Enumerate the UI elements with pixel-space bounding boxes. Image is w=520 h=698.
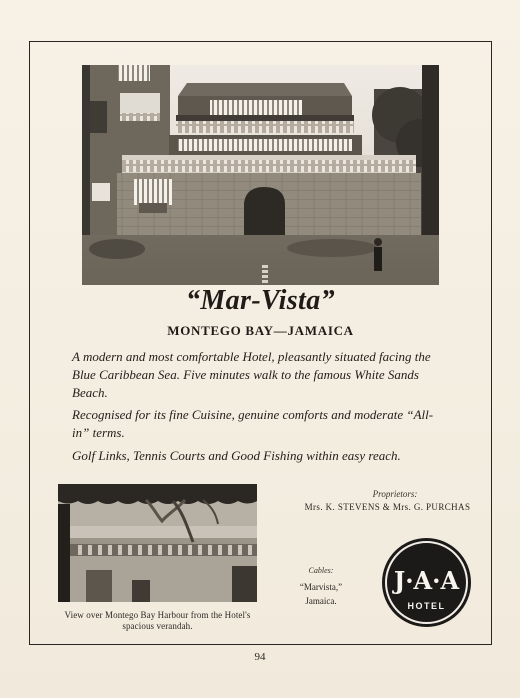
page-number: 94 xyxy=(254,651,266,663)
badge-word: HOTEL xyxy=(407,601,446,611)
photo-caption: View over Montego Bay Harbour from the Hotel's spacious verandah. xyxy=(64,610,251,631)
hotel-title: “Mar-Vista” xyxy=(185,285,336,316)
description-paragraph-1: A modern and most comfortable Hotel, pleasantly situated facing the Blue Caribbean Sea. Five minutes walk to the famous White Sands Beach. xyxy=(72,349,431,400)
cables-location: Jamaica. xyxy=(305,596,337,606)
proprietors-label: Proprietors: xyxy=(372,489,418,499)
verandah-photo xyxy=(58,484,257,602)
description-paragraph-2: Recognised for its fine Cuisine, genuine comforts and moderate “All-in” terms. xyxy=(72,407,434,440)
hotel-building-photo xyxy=(82,65,439,285)
location-subtitle: MONTEGO BAY—JAMAICA xyxy=(167,323,354,338)
jaa-hotel-badge xyxy=(380,536,473,629)
badge-initials: J·A·A xyxy=(393,566,460,595)
cables-address: “Marvista,” xyxy=(299,582,343,592)
cables-label: Cables: xyxy=(308,566,334,575)
proprietors-names: Mrs. K. STEVENS & Mrs. G. PURCHAS xyxy=(304,502,471,512)
description-paragraph-3: Golf Links, Tennis Courts and Good Fishing within easy reach. xyxy=(72,448,401,463)
